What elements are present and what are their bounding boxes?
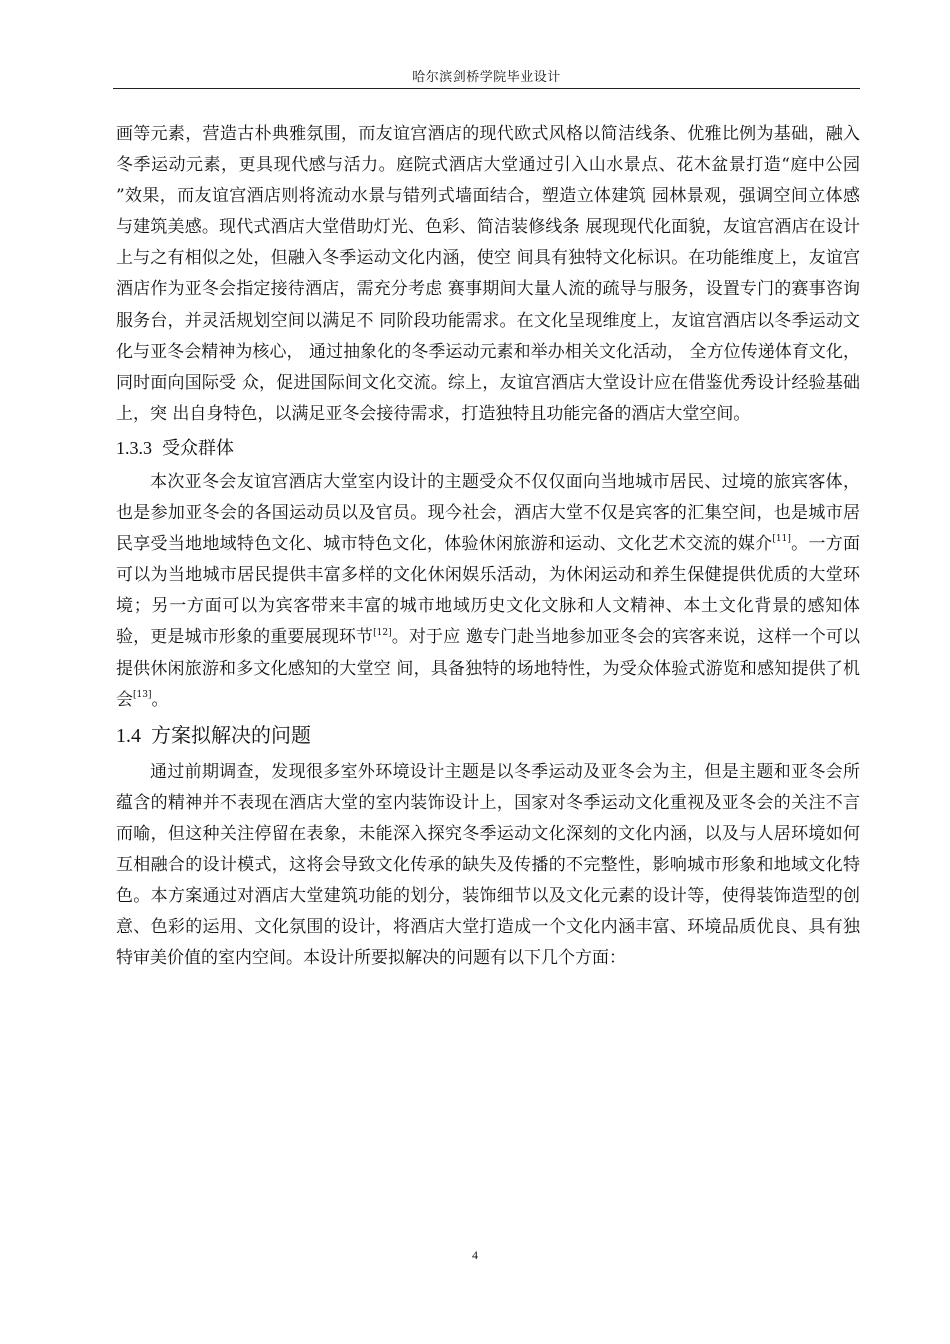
body-paragraph-1: 画等元素，营造古朴典雅氛围，而友谊宫酒店的现代欧式风格以简洁线条、优雅比例为基础，融入冬季运动元素，更具现代感与活力。庭院式酒店大堂通过引入山水景点、花木盆景打造“庭中公园 ”效果，而友谊宫酒店则将流动水景与错列式墙面结合，塑造立体建筑 园林景观，强调空间立体感与建筑美感。现代式酒店大堂借助灯光、色彩、简洁装修线条 展现现代化面貌，友谊宫酒店在设计上与之有相似之处，但融入冬季运动文化内涵，使空 间具有独特文化标识。在功能维度上，友谊宫酒店作为亚冬会指定接待酒店，需充分考虑 赛事期间大量人流的疏导与服务，设置专门的赛事咨询服务台，并灵活规划空间以满足不 同阶段功能需求。在文化呈现维度上，友谊宫酒店以冬季运动文化与亚冬会精神为核心， 通过抽象化的冬季运动元素和举办相关文化活动， 全方位传递体育文化，同时面向国际受 众，促进国际间文化交流。综上，友谊宫酒店大堂设计应在借鉴优秀设计经验基础上，突 出自身特色，以满足亚冬会接待需求，打造独特且功能完备的酒店大堂空间。 (116, 124, 860, 424)
page-body (116, 119, 860, 974)
section-heading-1-4 (116, 720, 860, 751)
body-paragraph-2 (116, 467, 860, 716)
section-heading-1-3-3 (116, 434, 860, 463)
page-number: 4 (472, 1248, 478, 1262)
body-paragraph-3: 通过前期调查，发现很多室外环境设计主题是以冬季运动及亚冬会为主，但是主题和亚冬会所蕴含的精神并不表现在酒店大堂的室内装饰设计上，国家对冬季运动文化重视及亚冬会的关注不言而喻，但这种关注停留在表象，未能深入探究冬季运动文化深刻的文化内涵，以及与人居环境如何互相融合的设计模式，这将会导致文化传承的缺失及传播的不完整性，影响城市形象和地域文化特色。本方案通过对酒店大堂建筑功能的划分，装饰细节以及文化元素的设计等，使得装饰造型的创意、色彩的运用、文化氛围的设计，将酒店大堂打造成一个文化内涵丰富、环境品质优良、具有独特审美价值的室内空间。本设计所要拟解决的问题有以下几个方面： (116, 761, 860, 969)
section-title: 受众群体 (162, 437, 234, 459)
section-number: 1.3.3 (116, 437, 152, 458)
running-header: 哈尔滨剑桥学院毕业设计 (412, 70, 561, 85)
section-number: 1.4 (116, 724, 141, 747)
paragraph-text: 。一方面可以为当地城市居民提供丰富多样的文化休闲娱乐活动，为休闲运动和养生保健提供优质的大堂环境；另一方面可以为宾客带来丰富的城市地域历史文化文脉和人文精神、本土文化背景的感知体验，更是城市形象的重要展现环节 (116, 534, 861, 648)
section-title: 方案拟解决的问题 (151, 722, 311, 747)
citation-ref: [11] (772, 534, 791, 545)
header-divider (113, 88, 860, 89)
paragraph-text: 。对于应 邀专门赴当地参加亚冬会的宾客来说，这样一个可以提供休闲旅游和多文化感知的大堂空 间，具备独特的场地特性，为受众体验式游览和感知提供了机会 (116, 627, 861, 710)
paragraph-text: 。 (151, 689, 169, 710)
paragraph-text: 本次亚冬会友谊宫酒店大堂室内设计的主题受众不仅仅面向当地城市居民、过境的旅宾客体，也是参加亚冬会的各国运动员以及官员。现今社会，酒店大堂不仅是宾客的汇集空间，也是城市居民享受当地地域特色文化、城市特色文化，体验休闲旅游和运动、文化艺术交流的媒介 (116, 471, 860, 555)
citation-ref: [12] (373, 627, 392, 638)
citation-ref: [13] (133, 689, 152, 700)
